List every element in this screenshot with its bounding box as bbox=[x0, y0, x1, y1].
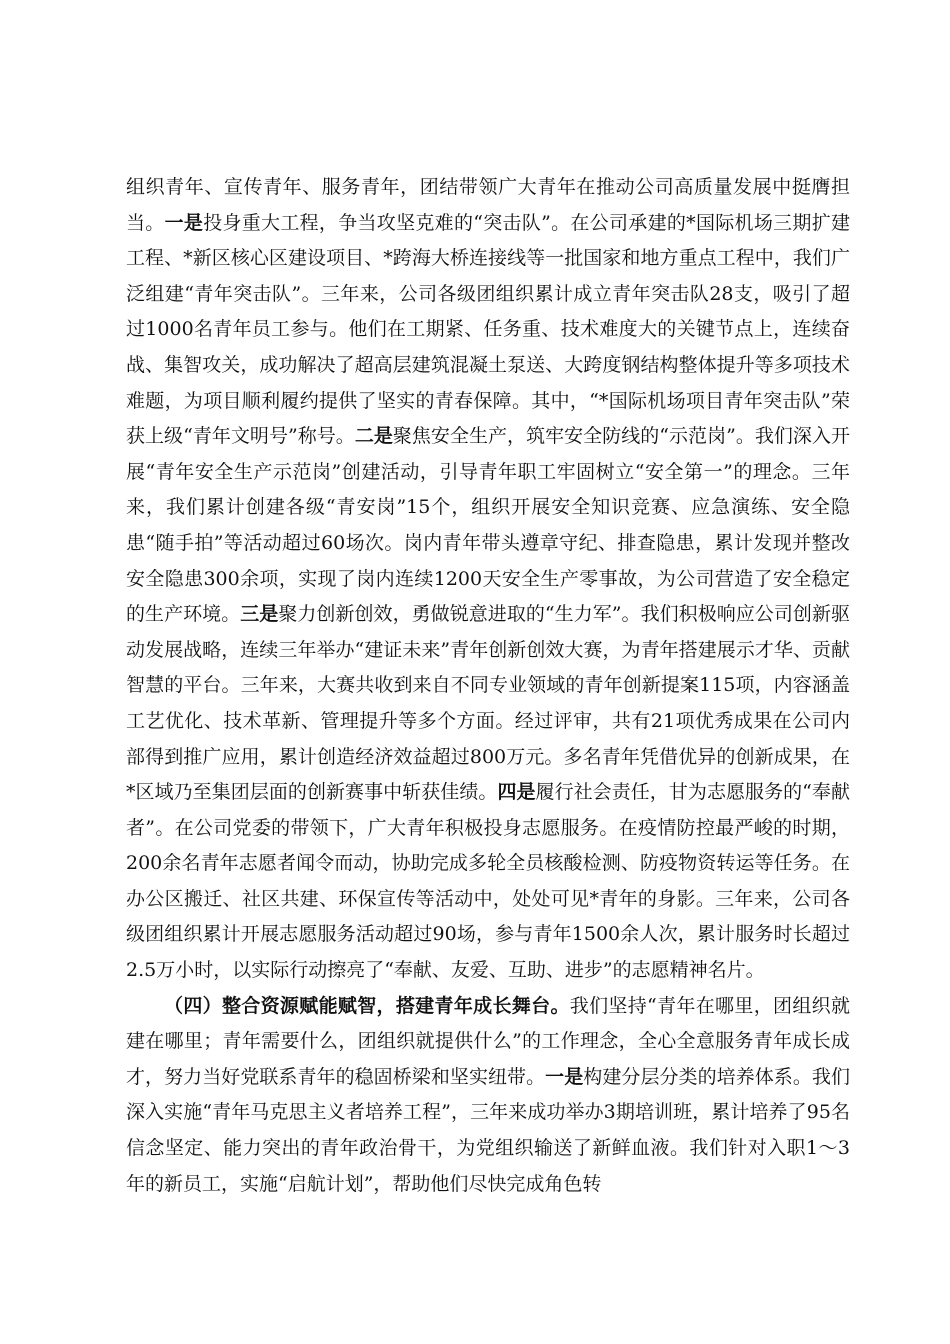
point-one-label: 一是 bbox=[164, 211, 204, 234]
paragraph-text: 履行社会责任，甘为志愿服务的“奉献者”。在公司党委的带领下，广大青年积极投身志愿服务。在疫情防控最严峻的时期，200余名青年志愿者闻令而动，协助完成多轮全员核酸检测、防疫物资转运等任务。在办公区搬迁、社区共建、环保宣传等活动中，处处可见*青年的身影。三年来，公司各级团组织累计开展志愿服务活动超过90场，参与青年1500余人次，累计服务时长超过2.5万小时，以实际行动擦亮了“奉献、友爱、互助、进步”的志愿精神名片。 bbox=[126, 781, 850, 982]
paragraph-text: 聚焦安全生产，筑牢安全防线的“示范岗”。我们深入开展“青年安全生产示范岗”创建活动，引导青年职工牢固树立“安全第一”的理念。三年来，我们累计创建各级“青安岗”15个，组织开展安全知识竞赛、应急演练、安全隐患“随手拍”等活动超过60场次。岗内青年带头遵章守纪、排查隐患，累计发现并整改安全隐患300余项，实现了岗内连续1200天安全生产零事故，为公司营造了安全稳定的生产环境。 bbox=[126, 425, 850, 626]
document-body bbox=[126, 170, 850, 1202]
paragraph-youth-work-achievements bbox=[126, 170, 850, 989]
point-four-label: 四是 bbox=[497, 781, 536, 804]
paragraph-text: 投身重大工程，争当攻坚克难的“突击队”。在公司承建的*国际机场三期扩建工程、*新区核心区建设项目、*跨海大桥连接线等一批国家和地方重点工程中，我们广泛组建“青年突击队”。三年来，公司各级团组织累计成立青年突击队28支，吸引了超过1000名青年员工参与。他们在工期紧、任务重、技术难度大的关键节点上，连续奋战、集智攻关，成功解决了超高层建筑混凝土泵送、大跨度钢结构整体提升等多项技术难题，为项目顺利履约提供了坚实的青春保障。其中，“*国际机场项目青年突击队”荣获上级“青年文明号”称号。 bbox=[126, 211, 850, 448]
point-one-label: 一是 bbox=[545, 1065, 584, 1088]
point-three-label: 三是 bbox=[240, 603, 279, 626]
point-two-label: 二是 bbox=[354, 425, 393, 448]
paragraph-text: 聚力创新创效，勇做锐意进取的“生力军”。我们积极响应公司创新驱动发展战略，连续三年举办“建证未来”青年创新创效大赛，为青年搭建展示才华、贡献智慧的平台。三年来，大赛共收到来自不同专业领域的青年创新提案115项，内容涵盖工艺优化、技术革新、管理提升等多个方面。经过评审，共有21项优秀成果在公司内部得到推广应用，累计创造经济效益超过800万元。多名青年凭借优异的创新成果，在*区域乃至集团层面的创新赛事中斩获佳绩。 bbox=[126, 603, 850, 804]
section-heading: （四）整合资源赋能赋智，搭建青年成长舞台。 bbox=[164, 994, 570, 1017]
paragraph-section-four bbox=[126, 989, 850, 1203]
paragraph-text: 组织青年、宣传青年、服务青年，团结带领广大青年在推动公司高质量发展中挺膺担当。 bbox=[126, 176, 850, 234]
paragraph-text: 我们坚持“青年在哪里，团组织就建在哪里；青年需要什么，团组织就提供什么”的工作理念，全心全意服务青年成长成才，努力当好党联系青年的稳固桥梁和坚实纽带。 bbox=[126, 994, 850, 1088]
paragraph-text: 构建分层分类的培养体系。我们深入实施“青年马克思主义者培养工程”，三年来成功举办3期培训班，累计培养了95名信念坚定、能力突出的青年政治骨干，为党组织输送了新鲜血液。我们针对入职1～3年的新员工，实施“启航计划”，帮助他们尽快完成角色转 bbox=[126, 1065, 850, 1195]
